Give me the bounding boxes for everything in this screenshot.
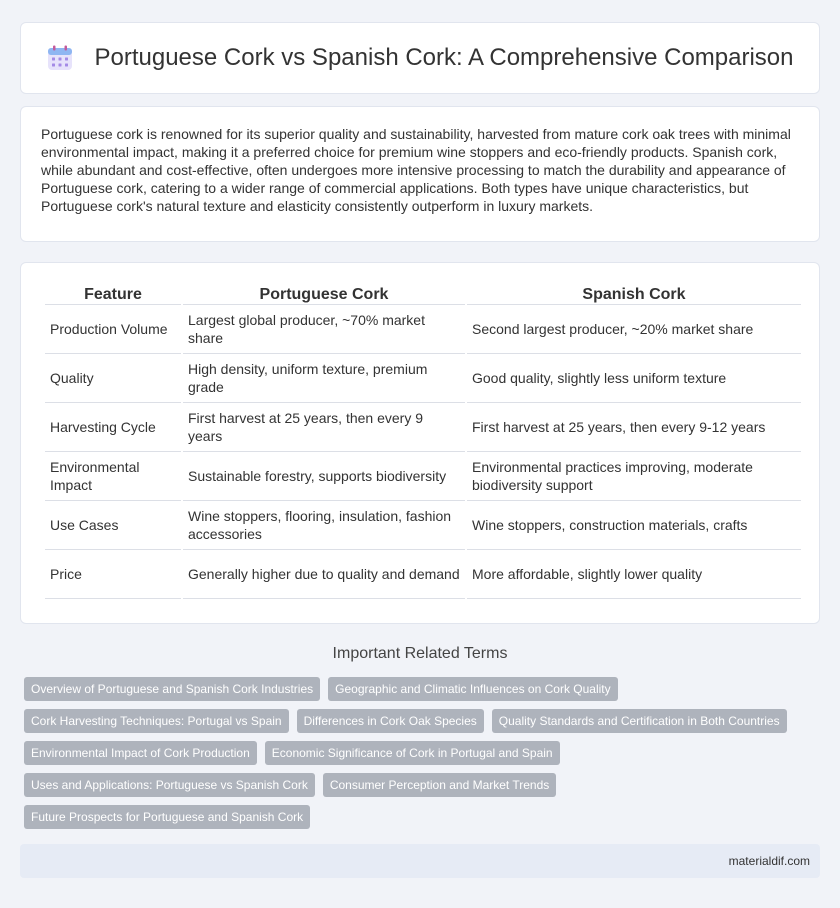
portuguese-cell: Generally higher due to quality and demand — [183, 550, 465, 599]
feature-cell: Harvesting Cycle — [45, 403, 181, 452]
title-card — [20, 22, 820, 94]
spanish-cell: Environmental practices improving, moderate biodiversity support — [467, 452, 801, 501]
tag-row — [24, 741, 814, 765]
footer — [20, 844, 820, 878]
related-term-tag[interactable]: Differences in Cork Oak Species — [297, 709, 484, 733]
feature-cell: Use Cases — [45, 501, 181, 550]
feature-cell: Quality — [45, 354, 181, 403]
feature-cell: Production Volume — [45, 305, 181, 354]
page-title: Portuguese Cork vs Spanish Cork: A Comprehensive Comparison — [94, 44, 794, 71]
related-term-tag[interactable]: Environmental Impact of Cork Production — [24, 741, 257, 765]
spanish-cell: First harvest at 25 years, then every 9-12 years — [467, 403, 801, 452]
table-row — [45, 452, 801, 501]
related-term-tag[interactable]: Consumer Perception and Market Trends — [323, 773, 556, 797]
table-row — [45, 354, 801, 403]
related-term-tag[interactable]: Overview of Portuguese and Spanish Cork Industries — [24, 677, 320, 701]
tag-row — [24, 805, 814, 829]
intro-paragraph: Portuguese cork is renowned for its superior quality and sustainability, harvested from mature cork oak trees with minimal environmental impact, making it a preferred choice for premium wine stoppers and eco-friendly products. Spanish cork, while abundant and cost-effective, often undergoes more intensive processing to match the durability and appearance of Portuguese cork, catering to a wider range of commercial applications. Both types have unique characteristics, but Portuguese cork's natural texture and elasticity consistently outperform in luxury markets. — [41, 126, 791, 214]
comparison-table — [43, 283, 803, 599]
tag-row — [24, 773, 814, 797]
table-row — [45, 550, 801, 599]
tag-row — [24, 709, 814, 733]
related-term-tag[interactable]: Economic Significance of Cork in Portugal and Spain — [265, 741, 560, 765]
portuguese-cell: Largest global producer, ~70% market share — [183, 305, 465, 354]
header-feature: Feature — [45, 283, 181, 305]
spanish-cell: Second largest producer, ~20% market share — [467, 305, 801, 354]
portuguese-cell: Sustainable forestry, supports biodiversity — [183, 452, 465, 501]
table-row — [45, 305, 801, 354]
table-row — [45, 501, 801, 550]
related-term-tag[interactable]: Quality Standards and Certification in Both Countries — [492, 709, 787, 733]
related-term-tag[interactable]: Cork Harvesting Techniques: Portugal vs Spain — [24, 709, 289, 733]
table-row — [45, 403, 801, 452]
calendar-grid-icon — [47, 45, 73, 71]
spanish-cell: Wine stoppers, construction materials, crafts — [467, 501, 801, 550]
portuguese-cell: First harvest at 25 years, then every 9 years — [183, 403, 465, 452]
spanish-cell: More affordable, slightly lower quality — [467, 550, 801, 599]
portuguese-cell: High density, uniform texture, premium grade — [183, 354, 465, 403]
related-terms-heading: Important Related Terms — [332, 645, 508, 662]
header-spanish-cork: Spanish Cork — [467, 283, 801, 305]
header-portuguese-cork: Portuguese Cork — [183, 283, 465, 305]
feature-cell: Price — [45, 550, 181, 599]
related-term-tag[interactable]: Future Prospects for Portuguese and Spanish Cork — [24, 805, 310, 829]
related-terms-list — [24, 677, 814, 837]
related-term-tag[interactable]: Geographic and Climatic Influences on Cork Quality — [328, 677, 617, 701]
table-header-row — [45, 283, 801, 305]
portuguese-cell: Wine stoppers, flooring, insulation, fashion accessories — [183, 501, 465, 550]
tag-row — [24, 677, 814, 701]
footer-site-link[interactable]: materialdif.com — [728, 854, 810, 868]
comparison-table-card — [20, 262, 820, 624]
related-term-tag[interactable]: Uses and Applications: Portuguese vs Spanish Cork — [24, 773, 315, 797]
feature-cell: Environmental Impact — [45, 452, 181, 501]
spanish-cell: Good quality, slightly less uniform texture — [467, 354, 801, 403]
intro-card — [20, 106, 820, 242]
